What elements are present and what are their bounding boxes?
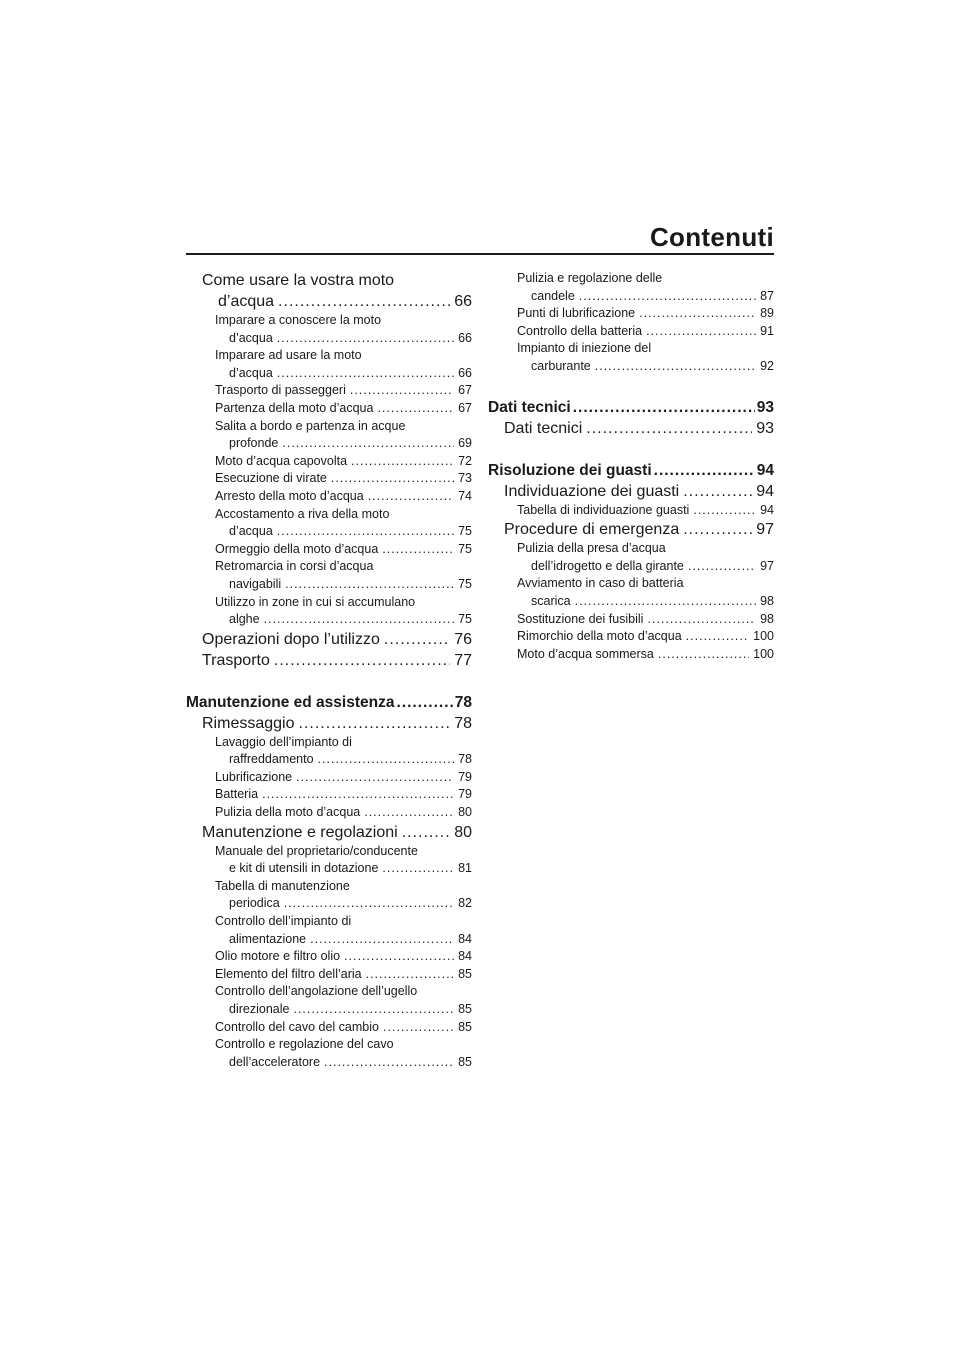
toc-item[interactable]: [186, 878, 472, 913]
toc-entry-text: Dati tecnici: [504, 419, 583, 437]
toc-entry-text: Olio motore e filtro olio: [215, 949, 341, 964]
page-number: 67: [458, 383, 472, 398]
dot-leader: [274, 650, 450, 671]
page-number: 66: [458, 330, 472, 345]
toc-entry-text: Manuale del proprietario/conducente: [215, 843, 418, 858]
page-number: 93: [756, 419, 774, 437]
toc-item[interactable]: [186, 470, 472, 488]
toc-item[interactable]: [186, 541, 472, 559]
toc-item[interactable]: [186, 786, 472, 804]
page-number: 75: [458, 524, 472, 539]
toc-item[interactable]: [186, 843, 472, 878]
toc-entry-text: candele: [531, 288, 575, 303]
page-number: 87: [760, 288, 774, 303]
toc-entry-text: Ormeggio della moto d’acqua: [215, 541, 379, 556]
toc-item[interactable]: [488, 270, 774, 305]
section-gap: [488, 439, 774, 461]
toc-item[interactable]: [186, 966, 472, 984]
dot-leader: [384, 629, 450, 650]
page-number: 84: [458, 949, 472, 964]
toc-item[interactable]: [186, 382, 472, 400]
page-number: 100: [753, 629, 774, 644]
page-number: 80: [454, 823, 472, 841]
toc-entry-text: Procedure di emergenza: [504, 521, 680, 539]
toc-entry-text: alimentazione: [229, 931, 307, 946]
toc-entry-text: Salita a bordo e partenza in acque: [215, 418, 406, 433]
toc-section[interactable]: [488, 461, 774, 481]
toc-entry-text: Controllo del cavo del cambio: [215, 1019, 379, 1034]
dot-leader: [573, 398, 755, 418]
toc-entry-text: d’acqua: [229, 524, 273, 539]
toc-item[interactable]: [488, 646, 774, 664]
toc-entry-text: carburante: [531, 358, 591, 373]
toc-entry-text: Manutenzione ed assistenza: [186, 693, 395, 711]
toc-item[interactable]: [186, 983, 472, 1018]
toc-entry-text: Individuazione dei guasti: [504, 482, 680, 500]
toc-section[interactable]: [488, 398, 774, 418]
toc-item[interactable]: [488, 323, 774, 341]
toc-item[interactable]: [186, 948, 472, 966]
toc-chapter[interactable]: [186, 822, 472, 843]
dot-leader: [366, 966, 454, 984]
toc-entry-text: Trasporto: [202, 651, 270, 669]
dot-leader: [575, 593, 757, 611]
section-gap: [186, 671, 472, 693]
page-number: 97: [760, 558, 774, 573]
dot-leader: [683, 519, 752, 540]
toc-item[interactable]: [186, 1019, 472, 1037]
page-number: 75: [458, 576, 472, 591]
toc-entry-text: Controllo dell’impianto di: [215, 914, 352, 929]
toc-item[interactable]: [186, 769, 472, 787]
toc-item[interactable]: [488, 340, 774, 375]
dot-leader: [683, 481, 752, 502]
dot-leader: [285, 576, 454, 594]
dot-leader: [293, 1001, 454, 1019]
toc-entry-text: profonde: [229, 436, 279, 451]
page-number: 67: [458, 400, 472, 415]
dot-leader: [382, 541, 454, 559]
toc-left-column: [186, 270, 472, 1071]
toc-item[interactable]: [488, 611, 774, 629]
dot-leader: [324, 1054, 454, 1072]
toc-entry-text: Come usare la vostra moto: [202, 272, 395, 289]
page-number: 73: [458, 471, 472, 486]
toc-entry-text: Arresto della moto d’acqua: [215, 488, 364, 503]
page-number: 84: [458, 931, 472, 946]
toc-chapter[interactable]: [186, 270, 472, 312]
page-number: 78: [454, 714, 472, 732]
dot-leader: [688, 558, 756, 576]
page-number: 98: [760, 593, 774, 608]
page-number: 78: [458, 752, 472, 767]
toc-entry-text: e kit di utensili in dotazione: [229, 861, 379, 876]
page-number: 94: [756, 482, 774, 500]
dot-leader: [351, 453, 454, 471]
toc-entry-text: Controllo e regolazione del cavo: [215, 1037, 394, 1052]
dot-leader: [318, 751, 455, 769]
dot-leader: [579, 288, 756, 306]
page-number: 85: [458, 966, 472, 981]
page-number: 85: [458, 1019, 472, 1034]
dot-leader: [396, 693, 452, 713]
toc-entry-text: navigabili: [229, 576, 282, 591]
toc-entry-text: Operazioni dopo l’utilizzo: [202, 630, 380, 648]
dot-leader: [277, 523, 454, 541]
toc-item[interactable]: [186, 453, 472, 471]
toc-entry-text: direzionale: [229, 1002, 290, 1016]
toc-entry-text: raffreddamento: [229, 752, 314, 767]
toc-item[interactable]: [186, 488, 472, 506]
toc-chapter[interactable]: [186, 713, 472, 734]
toc-item[interactable]: [186, 312, 472, 347]
page-number: 75: [458, 541, 472, 556]
toc-entry-text: Rimessaggio: [202, 714, 295, 732]
toc-item[interactable]: [186, 804, 472, 822]
page-number: 98: [760, 611, 774, 626]
toc-item[interactable]: [186, 400, 472, 418]
toc-item[interactable]: [186, 347, 472, 382]
page-number: 97: [756, 521, 774, 539]
toc-entry-text: Lavaggio dell’impianto di: [215, 734, 352, 749]
toc-entry-text: Avviamento in caso di batteria: [517, 576, 684, 591]
toc-entry-text: Pulizia e regolazione delle: [517, 271, 663, 285]
toc-chapter[interactable]: [488, 519, 774, 540]
toc-entry-text: Punti di lubrificazione: [517, 306, 636, 321]
toc-entry-text: Trasporto di passeggeri: [215, 383, 346, 398]
dot-leader: [368, 488, 454, 506]
toc-entry-text: Accostamento a riva della moto: [215, 506, 390, 521]
page-number: 91: [760, 323, 774, 338]
toc-item[interactable]: [186, 734, 472, 769]
toc-item[interactable]: [488, 575, 774, 610]
dot-leader: [364, 804, 454, 822]
page-number: 74: [458, 488, 472, 503]
page-number: 81: [458, 861, 472, 876]
toc-item[interactable]: [186, 558, 472, 593]
toc-chapter[interactable]: [186, 629, 472, 650]
dot-leader: [693, 502, 756, 520]
toc-entry-text: Pulizia della presa d’acqua: [517, 541, 666, 556]
dot-leader: [284, 895, 454, 913]
page-number: 85: [458, 1002, 472, 1016]
page-number: 85: [458, 1054, 472, 1069]
dot-leader: [654, 461, 755, 481]
page-number: 78: [454, 693, 472, 711]
toc-entry-text: Pulizia della moto d’acqua: [215, 805, 361, 820]
page-number: 69: [458, 436, 472, 451]
toc-right-column: [488, 270, 774, 663]
page-number: 89: [760, 306, 774, 321]
toc-entry-text: Esecuzione di virate: [215, 471, 327, 486]
toc-item[interactable]: [186, 418, 472, 453]
toc-chapter[interactable]: [488, 481, 774, 502]
toc-entry-text: Rimorchio della moto d’acqua: [517, 629, 682, 644]
toc-item[interactable]: [186, 1036, 472, 1071]
toc-entry-text: Sostituzione dei fusibili: [517, 611, 644, 626]
toc-chapter[interactable]: [186, 650, 472, 671]
section-gap: [488, 376, 774, 398]
toc-entry-text: Manutenzione e regolazioni: [202, 823, 398, 841]
dot-leader: [298, 713, 450, 734]
toc-entry-text: Tabella di manutenzione: [215, 878, 350, 893]
dot-leader: [595, 358, 756, 376]
toc-entry-text: Imparare a conoscere la moto: [215, 313, 382, 327]
page-number: 66: [454, 293, 472, 310]
dot-leader: [331, 470, 454, 488]
dot-leader: [310, 931, 454, 949]
title-rule: [186, 253, 774, 255]
toc-item[interactable]: [186, 594, 472, 629]
toc-entry-text: Impianto di iniezione del: [517, 341, 652, 356]
dot-leader: [278, 291, 450, 312]
toc-entry-text: Imparare ad usare la moto: [215, 348, 362, 363]
dot-leader: [382, 860, 454, 878]
dot-leader: [262, 786, 454, 804]
page-title: Contenuti: [649, 222, 774, 252]
toc-entry-text: Elemento del filtro dell’aria: [215, 966, 362, 981]
page-number: 92: [760, 358, 774, 373]
toc-entry-text: alghe: [229, 612, 260, 627]
dot-leader: [646, 323, 756, 341]
page-number: 100: [753, 646, 774, 661]
toc-entry-text: d’acqua: [218, 293, 275, 310]
toc-item[interactable]: [186, 913, 472, 948]
toc-item[interactable]: [488, 540, 774, 575]
page-number: 79: [458, 787, 472, 802]
toc-entry-text: Moto d’acqua sommersa: [517, 646, 654, 661]
toc-entry-text: Batteria: [215, 787, 259, 802]
toc-entry-text: scarica: [531, 593, 571, 608]
dot-leader: [350, 382, 454, 400]
page-number: 94: [756, 461, 774, 479]
toc-entry-text: Tabella di individuazione guasti: [517, 502, 690, 517]
toc-item[interactable]: [186, 506, 472, 541]
toc-entry-text: Utilizzo in zone in cui si accumulano: [215, 594, 416, 609]
page-number: 94: [760, 502, 774, 517]
toc-entry-text: Risoluzione dei guasti: [488, 461, 652, 479]
toc-item[interactable]: [488, 305, 774, 323]
dot-leader: [383, 1019, 454, 1037]
page-number: 79: [458, 769, 472, 784]
toc-section[interactable]: [186, 693, 472, 713]
toc-entry-text: Retromarcia in corsi d’acqua: [215, 559, 374, 574]
dot-leader: [277, 365, 454, 383]
page-number: 77: [454, 651, 472, 669]
toc-entry-text: Partenza della moto d’acqua: [215, 400, 374, 415]
toc-entry-text: Controllo della batteria: [517, 323, 643, 338]
page-number: 72: [458, 453, 472, 468]
toc-entry-text: Lubrificazione: [215, 769, 293, 784]
toc-entry-text: d’acqua: [229, 365, 273, 380]
page-number: 66: [458, 365, 472, 380]
toc-entry-text: dell’idrogetto e della girante: [531, 558, 684, 573]
toc-entry-text: Dati tecnici: [488, 398, 571, 416]
page-number: 93: [756, 398, 774, 416]
toc-item[interactable]: [488, 502, 774, 520]
dot-leader: [282, 435, 454, 453]
dot-leader: [264, 611, 455, 629]
toc-entry-text: Controllo dell’angolazione dell’ugello: [215, 984, 418, 999]
page-number: 75: [458, 612, 472, 627]
dot-leader: [377, 400, 454, 418]
page-number: 80: [458, 805, 472, 820]
toc-entry-text: dell’acceleratore: [229, 1054, 321, 1069]
toc-item[interactable]: [488, 628, 774, 646]
dot-leader: [639, 305, 756, 323]
page-number: 82: [458, 896, 472, 911]
toc-entry-text: Moto d’acqua capovolta: [215, 453, 348, 468]
dot-leader: [296, 769, 454, 787]
toc-chapter[interactable]: [488, 418, 774, 439]
dot-leader: [647, 611, 756, 629]
dot-leader: [586, 418, 752, 439]
toc-entry-text: periodica: [229, 896, 280, 911]
dot-leader: [658, 646, 749, 664]
dot-leader: [686, 628, 749, 646]
dot-leader: [344, 948, 454, 966]
toc-entry-text: d’acqua: [229, 330, 273, 345]
dot-leader: [277, 330, 454, 348]
page-number: 76: [454, 630, 472, 648]
dot-leader: [402, 822, 451, 843]
